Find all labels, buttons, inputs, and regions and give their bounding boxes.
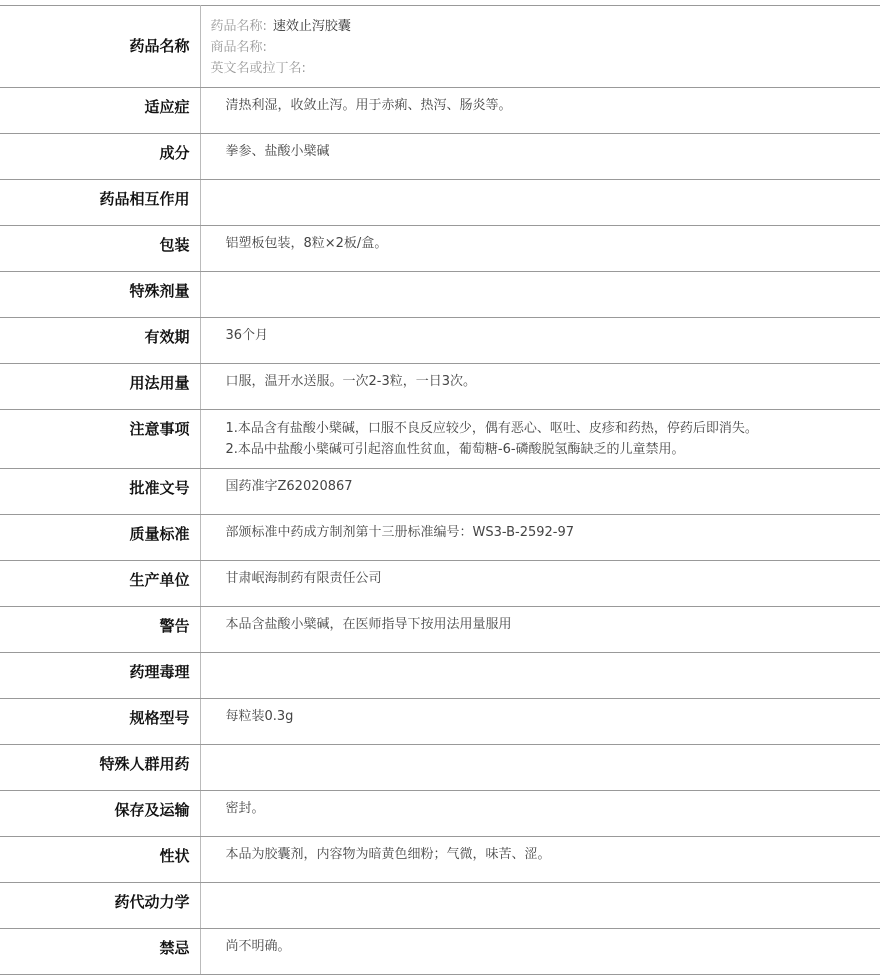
row-drug-name	[0, 6, 880, 88]
row-label: 禁忌	[0, 929, 200, 975]
row-label: 适应症	[0, 88, 200, 134]
row-value: 清热利湿，收敛止泻。用于赤痢、热泻、肠炎等。	[200, 88, 880, 134]
row-label: 特殊剂量	[0, 272, 200, 318]
row-contraindications	[0, 929, 880, 975]
row-precautions	[0, 410, 880, 469]
row-label: 生产单位	[0, 561, 200, 607]
row-indications	[0, 88, 880, 134]
row-label: 有效期	[0, 318, 200, 364]
english-name-line	[211, 58, 880, 79]
row-label: 警告	[0, 607, 200, 653]
row-value	[200, 410, 880, 469]
row-value	[200, 883, 880, 929]
row-label: 用法用量	[0, 364, 200, 410]
row-appearance	[0, 837, 880, 883]
row-value: 甘肃岷海制药有限责任公司	[200, 561, 880, 607]
row-label: 成分	[0, 134, 200, 180]
row-label: 药品相互作用	[0, 180, 200, 226]
row-warning	[0, 607, 880, 653]
row-packaging	[0, 226, 880, 272]
generic-name-value: 速效止泻胶囊	[273, 19, 351, 34]
generic-name-line	[211, 16, 880, 37]
row-label: 包装	[0, 226, 200, 272]
row-value: 本品为胶囊剂，内容物为暗黄色细粉；气微，味苦、涩。	[200, 837, 880, 883]
row-value: 拳参、盐酸小檗碱	[200, 134, 880, 180]
row-value: 尚不明确。	[200, 929, 880, 975]
row-label: 性状	[0, 837, 200, 883]
row-value	[200, 745, 880, 791]
row-pharmacology	[0, 653, 880, 699]
generic-name-key: 药品名称:	[211, 19, 267, 34]
drug-spec-table	[0, 5, 880, 975]
precaution-line-1: 1.本品含有盐酸小檗碱，口服不良反应较少，偶有恶心、呕吐、皮疹和药热，停药后即消失。	[226, 418, 781, 439]
precaution-line-2: 2.本品中盐酸小檗碱可引起溶血性贫血，葡萄糖-6-磷酸脱氢酶缺乏的儿童禁用。	[226, 439, 781, 460]
row-label: 批准文号	[0, 469, 200, 515]
row-approval-number	[0, 469, 880, 515]
row-value: 36个月	[200, 318, 880, 364]
row-pharmacokinetics	[0, 883, 880, 929]
row-special-dosage	[0, 272, 880, 318]
row-value: 每粒装0.3g	[200, 699, 880, 745]
row-value: 国药准字Z62020867	[200, 469, 880, 515]
row-value	[200, 272, 880, 318]
row-specification	[0, 699, 880, 745]
row-quality-standard	[0, 515, 880, 561]
row-shelf-life	[0, 318, 880, 364]
row-label: 药代动力学	[0, 883, 200, 929]
row-dosage	[0, 364, 880, 410]
row-ingredients	[0, 134, 880, 180]
row-label: 质量标准	[0, 515, 200, 561]
row-value: 本品含盐酸小檗碱，在医师指导下按用法用量服用	[200, 607, 880, 653]
row-special-populations	[0, 745, 880, 791]
row-label: 药品名称	[0, 6, 200, 88]
row-value: 密封。	[200, 791, 880, 837]
trade-name-line	[211, 37, 880, 58]
row-value: 铝塑板包装，8粒×2板/盒。	[200, 226, 880, 272]
row-storage	[0, 791, 880, 837]
english-name-key: 英文名或拉丁名:	[211, 61, 306, 76]
row-label: 注意事项	[0, 410, 200, 469]
row-value: 口服，温开水送服。一次2-3粒，一日3次。	[200, 364, 880, 410]
row-label: 特殊人群用药	[0, 745, 200, 791]
row-interactions	[0, 180, 880, 226]
trade-name-key: 商品名称:	[211, 40, 267, 55]
row-label: 药理毒理	[0, 653, 200, 699]
row-manufacturer	[0, 561, 880, 607]
drug-name-cell	[200, 6, 880, 88]
row-value	[200, 653, 880, 699]
row-value	[200, 180, 880, 226]
row-label: 规格型号	[0, 699, 200, 745]
row-label: 保存及运输	[0, 791, 200, 837]
row-value: 部颁标准中药成方制剂第十三册标准编号：WS3-B-2592-97	[200, 515, 880, 561]
